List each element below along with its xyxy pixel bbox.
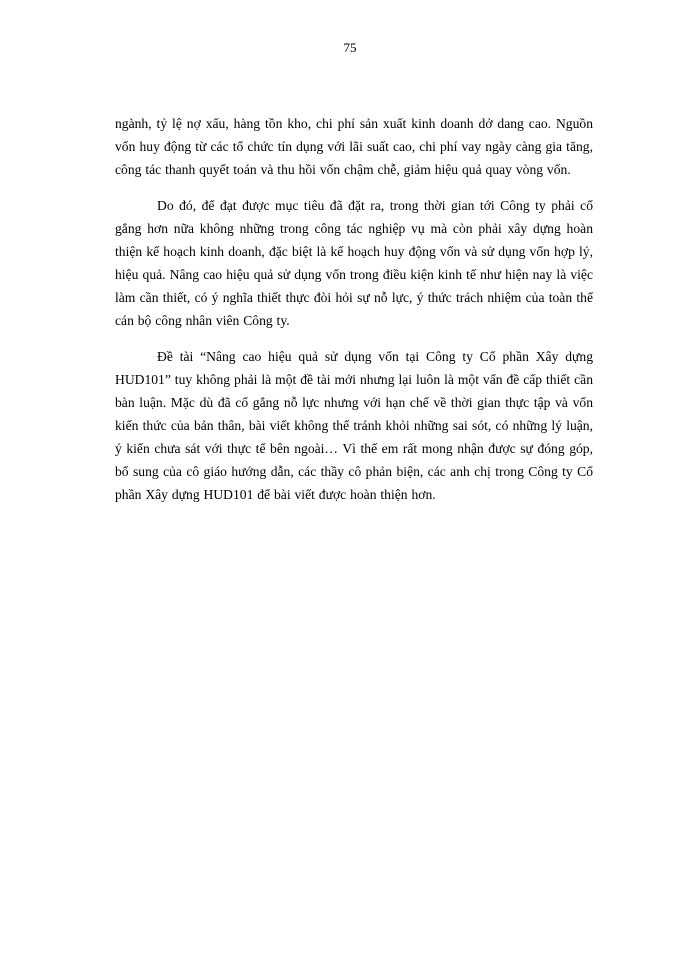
paragraph-2: Do đó, để đạt được mục tiêu đã đặt ra, trong thời gian tới Công ty phải cố gắng hơn nữa không những trong công tác nghiệp vụ mà còn phải xây dựng hoàn thiện kế hoạch kinh doanh, đặc biệt là kế hoạch huy động vốn và sử dụng vốn hợp lý, hiệu quả. Nâng cao hiệu quả sử dụng vốn trong điều kiện kinh tế như hiện nay là việc làm cần thiết, có ý nghĩa thiết thực đòi hỏi sự nỗ lực, ý thức trách nhiệm của toàn thể cán bộ công nhân viên Công ty. <box>115 198 593 328</box>
body-text <box>115 112 593 519</box>
page-number: 75 <box>343 40 357 55</box>
paragraph-3: Đề tài “Nâng cao hiệu quả sử dụng vốn tại Công ty Cổ phần Xây dựng HUD101” tuy không phải là một đề tài mới nhưng lại luôn là một vấn đề cấp thiết cần bàn luận. Mặc dù đã cố gắng nỗ lực nhưng với hạn chế về thời gian thực tập và vốn kiến thức của bản thân, bài viết không thể tránh khỏi những sai sót, có những lý luận, ý kiến chưa sát với thực tế bên ngoài… Vì thế em rất mong nhận được sự đóng góp, bổ sung của cô giáo hướng dẫn, các thầy cô phản biện, các anh chị trong Công ty Cổ phần Xây dựng HUD101 để bài viết được hoàn thiện hơn. <box>115 349 593 502</box>
paragraph-1: ngành, tỷ lệ nợ xấu, hàng tồn kho, chi phí sản xuất kinh doanh dở dang cao. Nguồn vốn huy động từ các tổ chức tín dụng với lãi suất cao, chi phí vay ngày càng gia tăng, công tác thanh quyết toán và thu hồi vốn chậm chễ, giảm hiệu quả quay vòng vốn. <box>115 116 593 177</box>
